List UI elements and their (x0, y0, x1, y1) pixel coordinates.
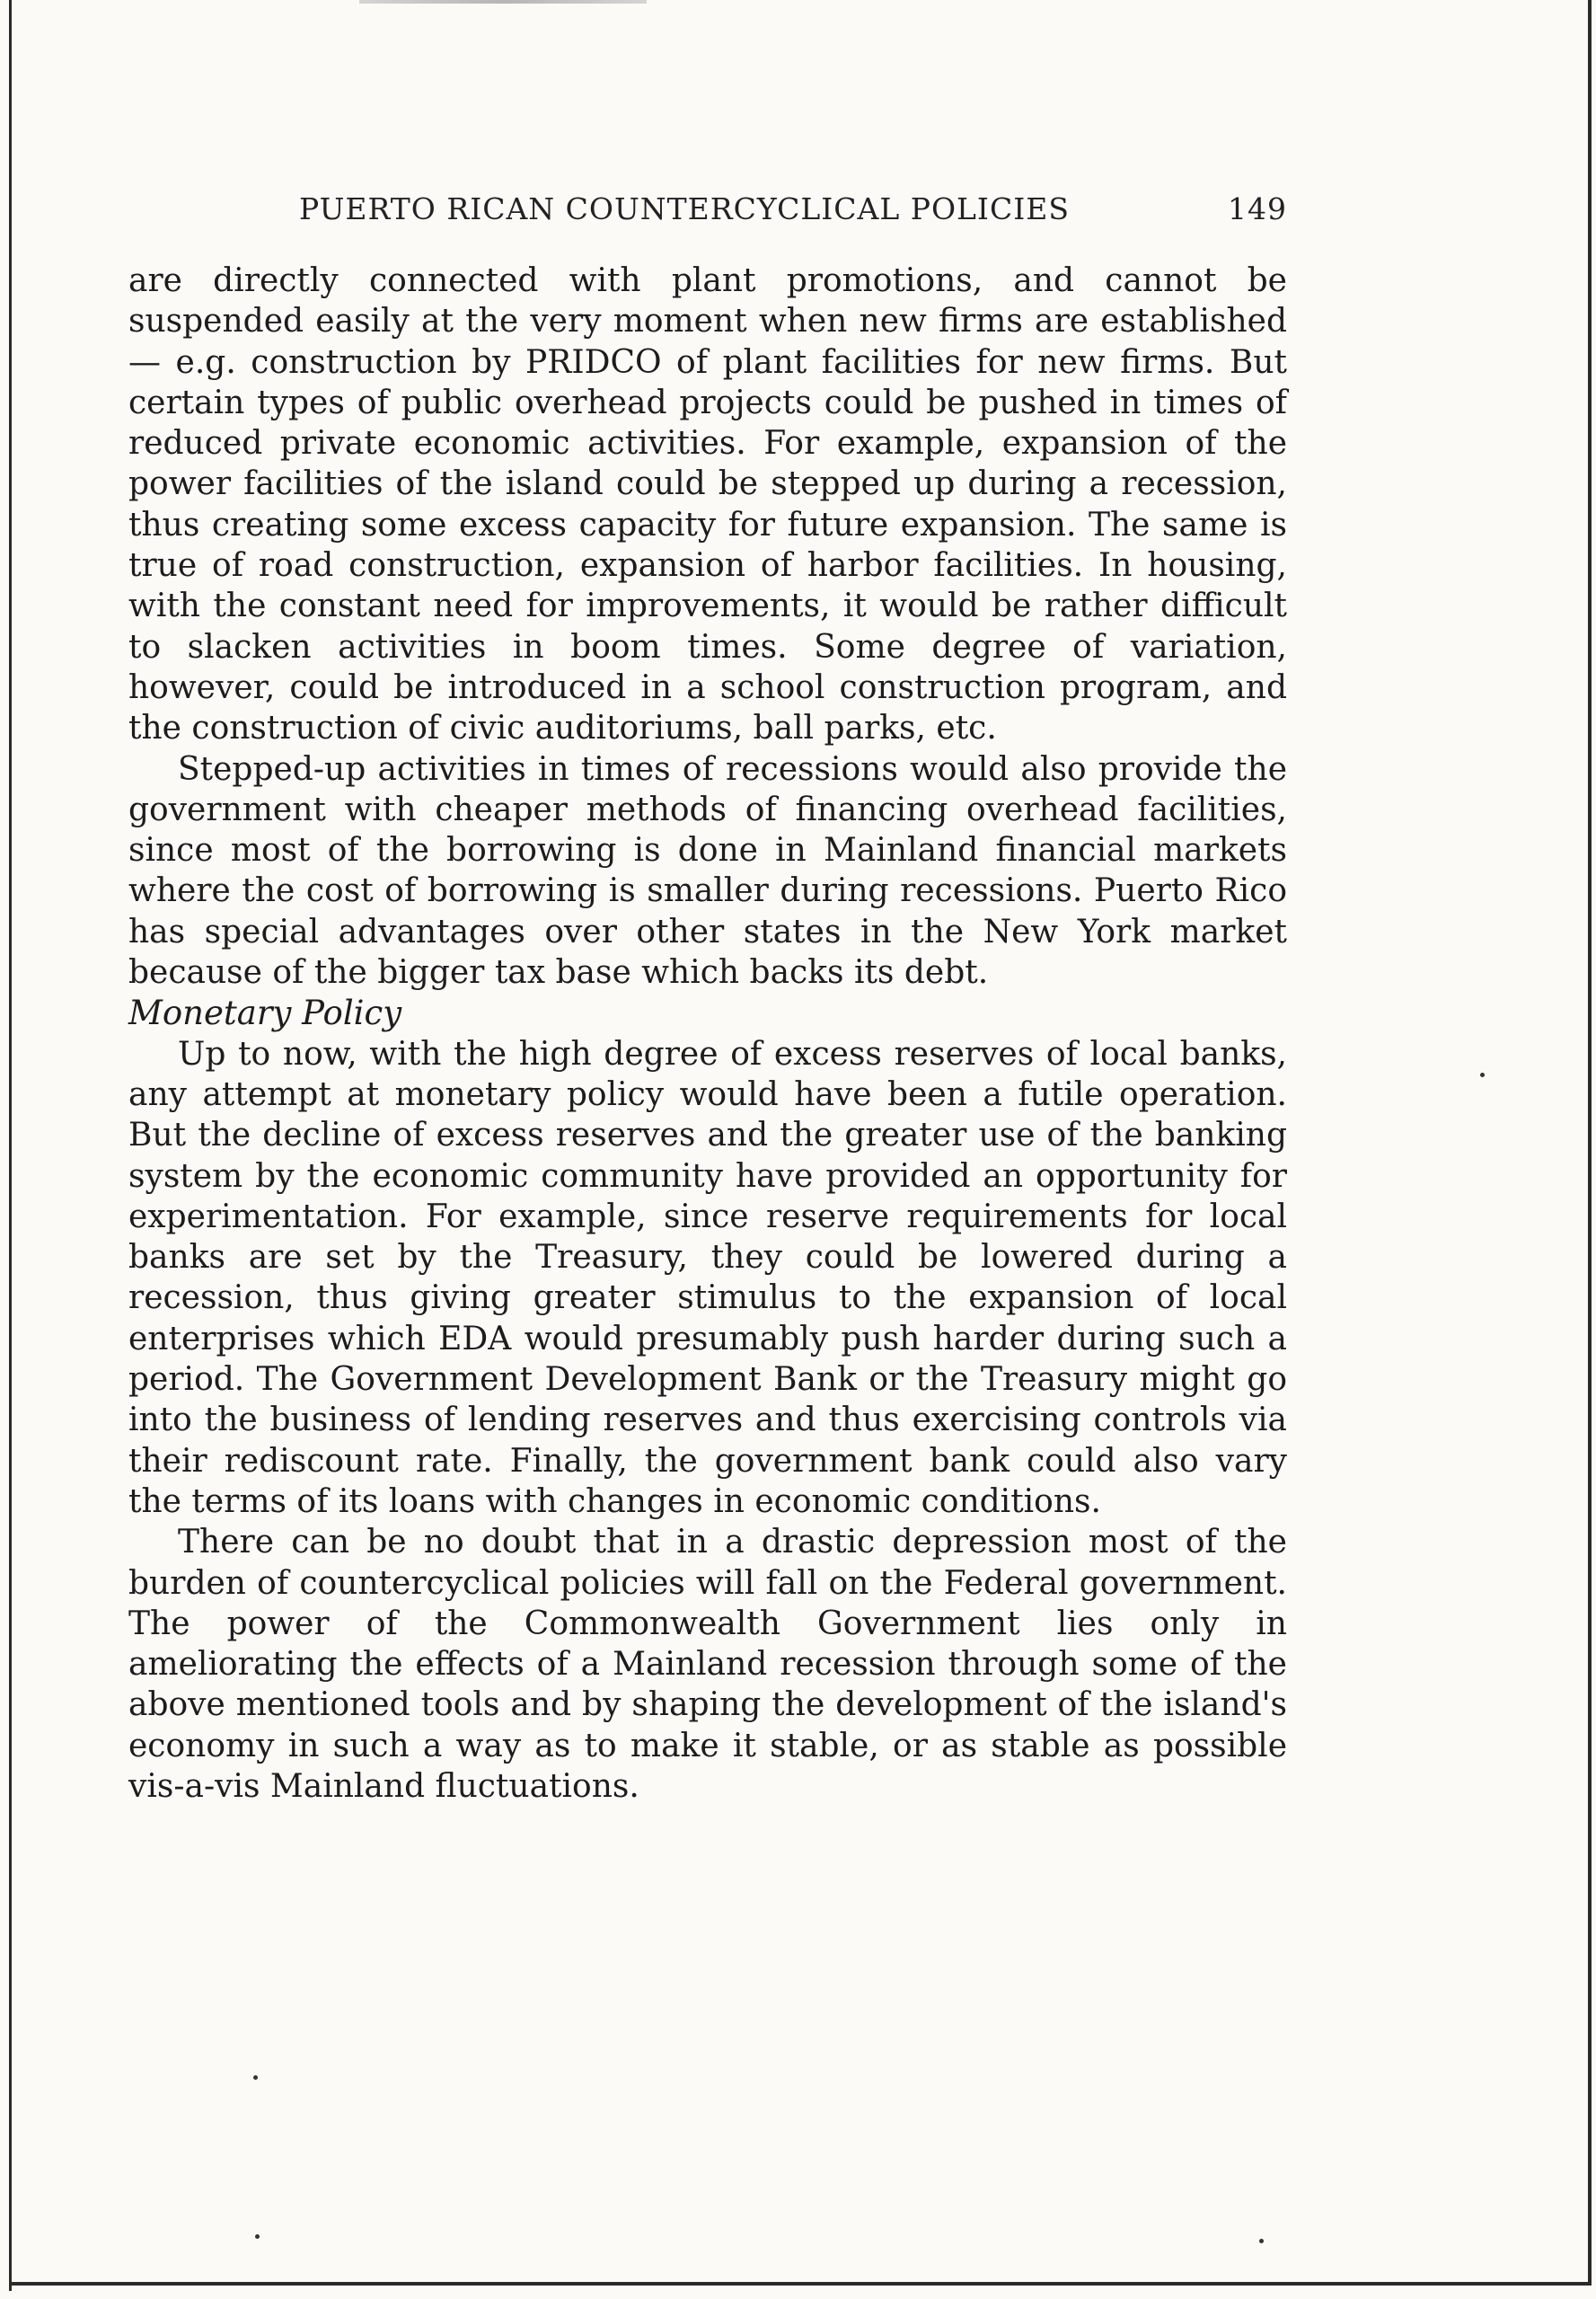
paragraph-2: Stepped-up activities in times of recessions would also provide the government with cheaper methods of financing overhead facilities, since most of the borrowing is done in Mainland financial markets where the cost of borrowing is smaller during recessions. Puerto Rico has special advantages over other states in the New York market because of the bigger tax base which backs its debt. (128, 750, 1287, 992)
scan-border-left (9, 0, 12, 2291)
paragraph-1: are directly connected with plant promotions, and cannot be suspended easily at the very moment when new firms are established — e.g. construction by PRIDCO of plant facilities for new firms. But certain types of public overhead projects could be pushed in times of reduced private economic activities. For example, expansion of the power facilities of the island could be stepped up during a recession, thus creating some excess capacity for future expansion. The same is true of road construction, expansion of harbor facilities. In housing, with the constant need for improvements, it would be rather difficult to slacken activities in boom times. Some degree of variation, however, could be introduced in a school construction program, and the construction of civic auditoriums, ball parks, etc. (128, 262, 1287, 747)
running-head (128, 184, 1287, 238)
scan-speck (253, 2075, 258, 2080)
scan-speck (255, 2234, 260, 2239)
page-number: 149 (1228, 191, 1287, 226)
scan-speck (1480, 1073, 1485, 1077)
scan-speck (1259, 2239, 1264, 2243)
section-heading: Monetary Policy (128, 994, 402, 1033)
scan-border-bottom (9, 2282, 1592, 2286)
body-text (128, 261, 1287, 1807)
scan-border-right (1588, 0, 1592, 2286)
running-title: PUERTO RICAN COUNTERCYCLICAL POLICIES (299, 191, 1070, 226)
scan-artifact-top (359, 0, 647, 4)
paragraph-3: Up to now, with the high degree of excess reserves of local banks, any attempt at monetary policy would have been a futile operation. But the decline of excess reserves and the greater use of the banking system by the economic community have provided an opportunity for experimentation. For example, since reserve requirements for local banks are set by the Treasury, they could be lowered during a recession, thus giving greater stimulus to the expansion of local enterprises which EDA would presumably push harder during such a period. The Government Development Bank or the Treasury might go into the business of lending reserves and thus exercising controls via their rediscount rate. Finally, the government bank could also vary the terms of its loans with changes in economic conditions. (128, 1035, 1287, 1520)
paragraph-4: There can be no doubt that in a drastic depression most of the burden of countercyclical policies will fall on the Federal government. The power of the Commonwealth Government lies only in ameliorating the effects of a Mainland recession through some of the above mentioned tools and by shaping the development of the island's economy in such a way as to make it stable, or as stable as possible vis-a-vis Mainland fluctuations. (128, 1524, 1287, 1805)
